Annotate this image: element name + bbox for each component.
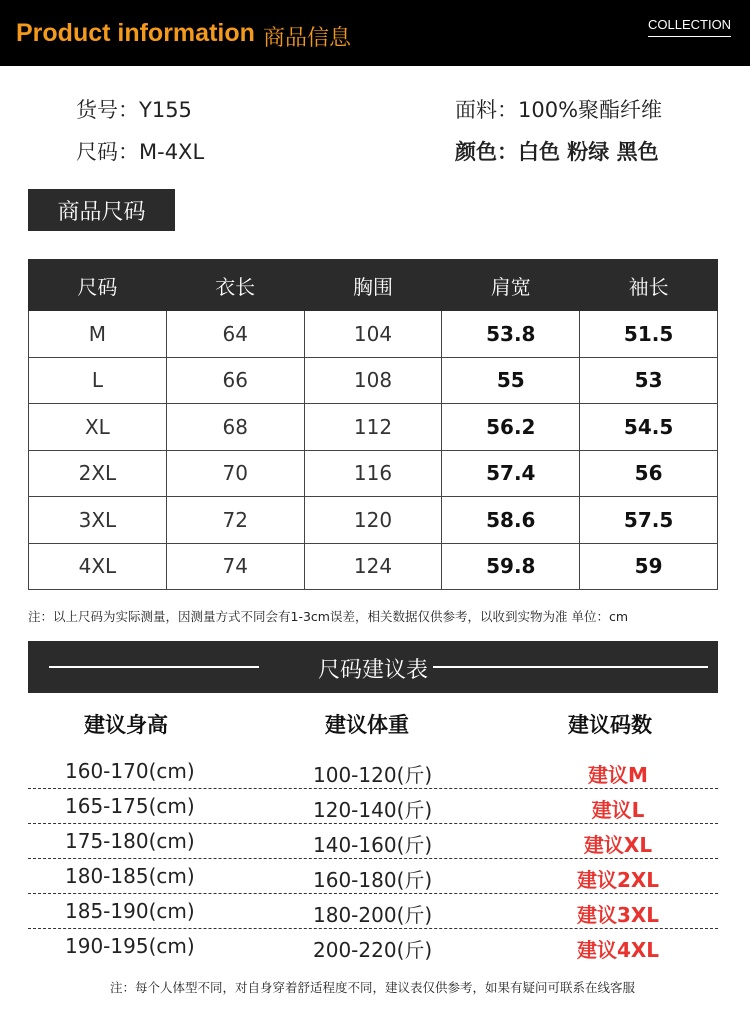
weight-value: 180-200(斤) [313, 903, 433, 927]
table-cell: 57.4 [442, 450, 580, 497]
recommend-row [28, 829, 718, 864]
header-cell: 胸围 [304, 260, 442, 311]
table-cell: 112 [304, 404, 442, 451]
table-row [29, 450, 718, 497]
table-cell: 54.5 [580, 404, 718, 451]
table-cell: XL [29, 404, 167, 451]
header-cell: 肩宽 [442, 260, 580, 311]
size-suggestion: 建议L [591, 798, 645, 822]
table-cell: 108 [304, 357, 442, 404]
recommend-row [28, 899, 718, 934]
recommend-row [28, 934, 718, 969]
size-table [28, 259, 718, 590]
header-cell: 尺码 [29, 260, 167, 311]
size-range: 尺码：M-4XL [76, 140, 205, 164]
collection-label: COLLECTION [648, 17, 732, 32]
table-cell: 104 [304, 311, 442, 358]
table-cell: L [29, 357, 167, 404]
row-divider [28, 823, 718, 824]
table-cell: 68 [166, 404, 304, 451]
height-value: 175-180(cm) [65, 829, 195, 853]
recommend-note: 注：每个人体型不同，对自身穿着舒适程度不同，建议表仅供参考，如果有疑问可联系在线客服 [110, 980, 636, 995]
table-cell: 70 [166, 450, 304, 497]
table-cell: 56.2 [442, 404, 580, 451]
height-value: 160-170(cm) [65, 759, 195, 783]
weight-value: 200-220(斤) [313, 938, 433, 962]
table-cell: 55 [442, 357, 580, 404]
size-note: 注：以上尺码为实际测量，因测量方式不同会有1-3cm误差，相关数据仅供参考，以收到实物为准 单位：cm [28, 609, 628, 624]
weight-value: 100-120(斤) [313, 763, 433, 787]
weight-value: 160-180(斤) [313, 868, 433, 892]
table-cell: 58.6 [442, 497, 580, 544]
table-cell: 116 [304, 450, 442, 497]
weight-value: 120-140(斤) [313, 798, 433, 822]
table-cell: 53 [580, 357, 718, 404]
table-row [29, 311, 718, 358]
header-bar [0, 0, 750, 66]
size-suggestion: 建议4XL [576, 938, 660, 962]
recommend-header-size: 建议码数 [568, 713, 652, 737]
table-cell: 57.5 [580, 497, 718, 544]
table-cell: 4XL [29, 543, 167, 590]
row-divider [28, 788, 718, 789]
table-row [29, 543, 718, 590]
weight-value: 140-160(斤) [313, 833, 433, 857]
fabric: 面料：100%聚酯纤维 [455, 98, 663, 122]
recommend-row [28, 794, 718, 829]
table-cell: 66 [166, 357, 304, 404]
table-cell: 2XL [29, 450, 167, 497]
item-number: 货号：Y155 [76, 98, 192, 122]
size-section-title: 商品尺码 [28, 189, 175, 231]
table-cell: 124 [304, 543, 442, 590]
table-cell: 53.8 [442, 311, 580, 358]
table-cell: 74 [166, 543, 304, 590]
height-value: 190-195(cm) [65, 934, 195, 958]
title-en: Product information [16, 19, 255, 47]
table-row [29, 404, 718, 451]
size-suggestion: 建议XL [583, 833, 653, 857]
recommend-header-height: 建议身高 [84, 713, 168, 737]
table-cell: 51.5 [580, 311, 718, 358]
header-cell: 袖长 [580, 260, 718, 311]
height-value: 185-190(cm) [65, 899, 195, 923]
table-cell: 72 [166, 497, 304, 544]
table-cell: 3XL [29, 497, 167, 544]
height-value: 180-185(cm) [65, 864, 195, 888]
table-row [29, 497, 718, 544]
color: 颜色：白色 粉绿 黑色 [455, 140, 659, 164]
table-cell: 59.8 [442, 543, 580, 590]
header-cell: 衣长 [166, 260, 304, 311]
row-divider [28, 893, 718, 894]
table-cell: 120 [304, 497, 442, 544]
table-cell: M [29, 311, 167, 358]
size-suggestion: 建议M [588, 763, 648, 787]
table-cell: 56 [580, 450, 718, 497]
row-divider [28, 928, 718, 929]
row-divider [28, 858, 718, 859]
recommend-banner [28, 641, 718, 693]
height-value: 165-175(cm) [65, 794, 195, 818]
title-cn: 商品信息 [263, 26, 352, 51]
recommend-header-weight: 建议体重 [325, 713, 409, 737]
size-suggestion: 建议3XL [576, 903, 660, 927]
size-table-header [29, 260, 718, 311]
size-suggestion: 建议2XL [576, 868, 660, 892]
table-cell: 64 [166, 311, 304, 358]
recommend-row [28, 864, 718, 899]
recommend-row [28, 759, 718, 794]
table-cell: 59 [580, 543, 718, 590]
recommend-title: 尺码建议表 [317, 658, 428, 683]
table-row [29, 357, 718, 404]
collection-underline [648, 36, 731, 37]
